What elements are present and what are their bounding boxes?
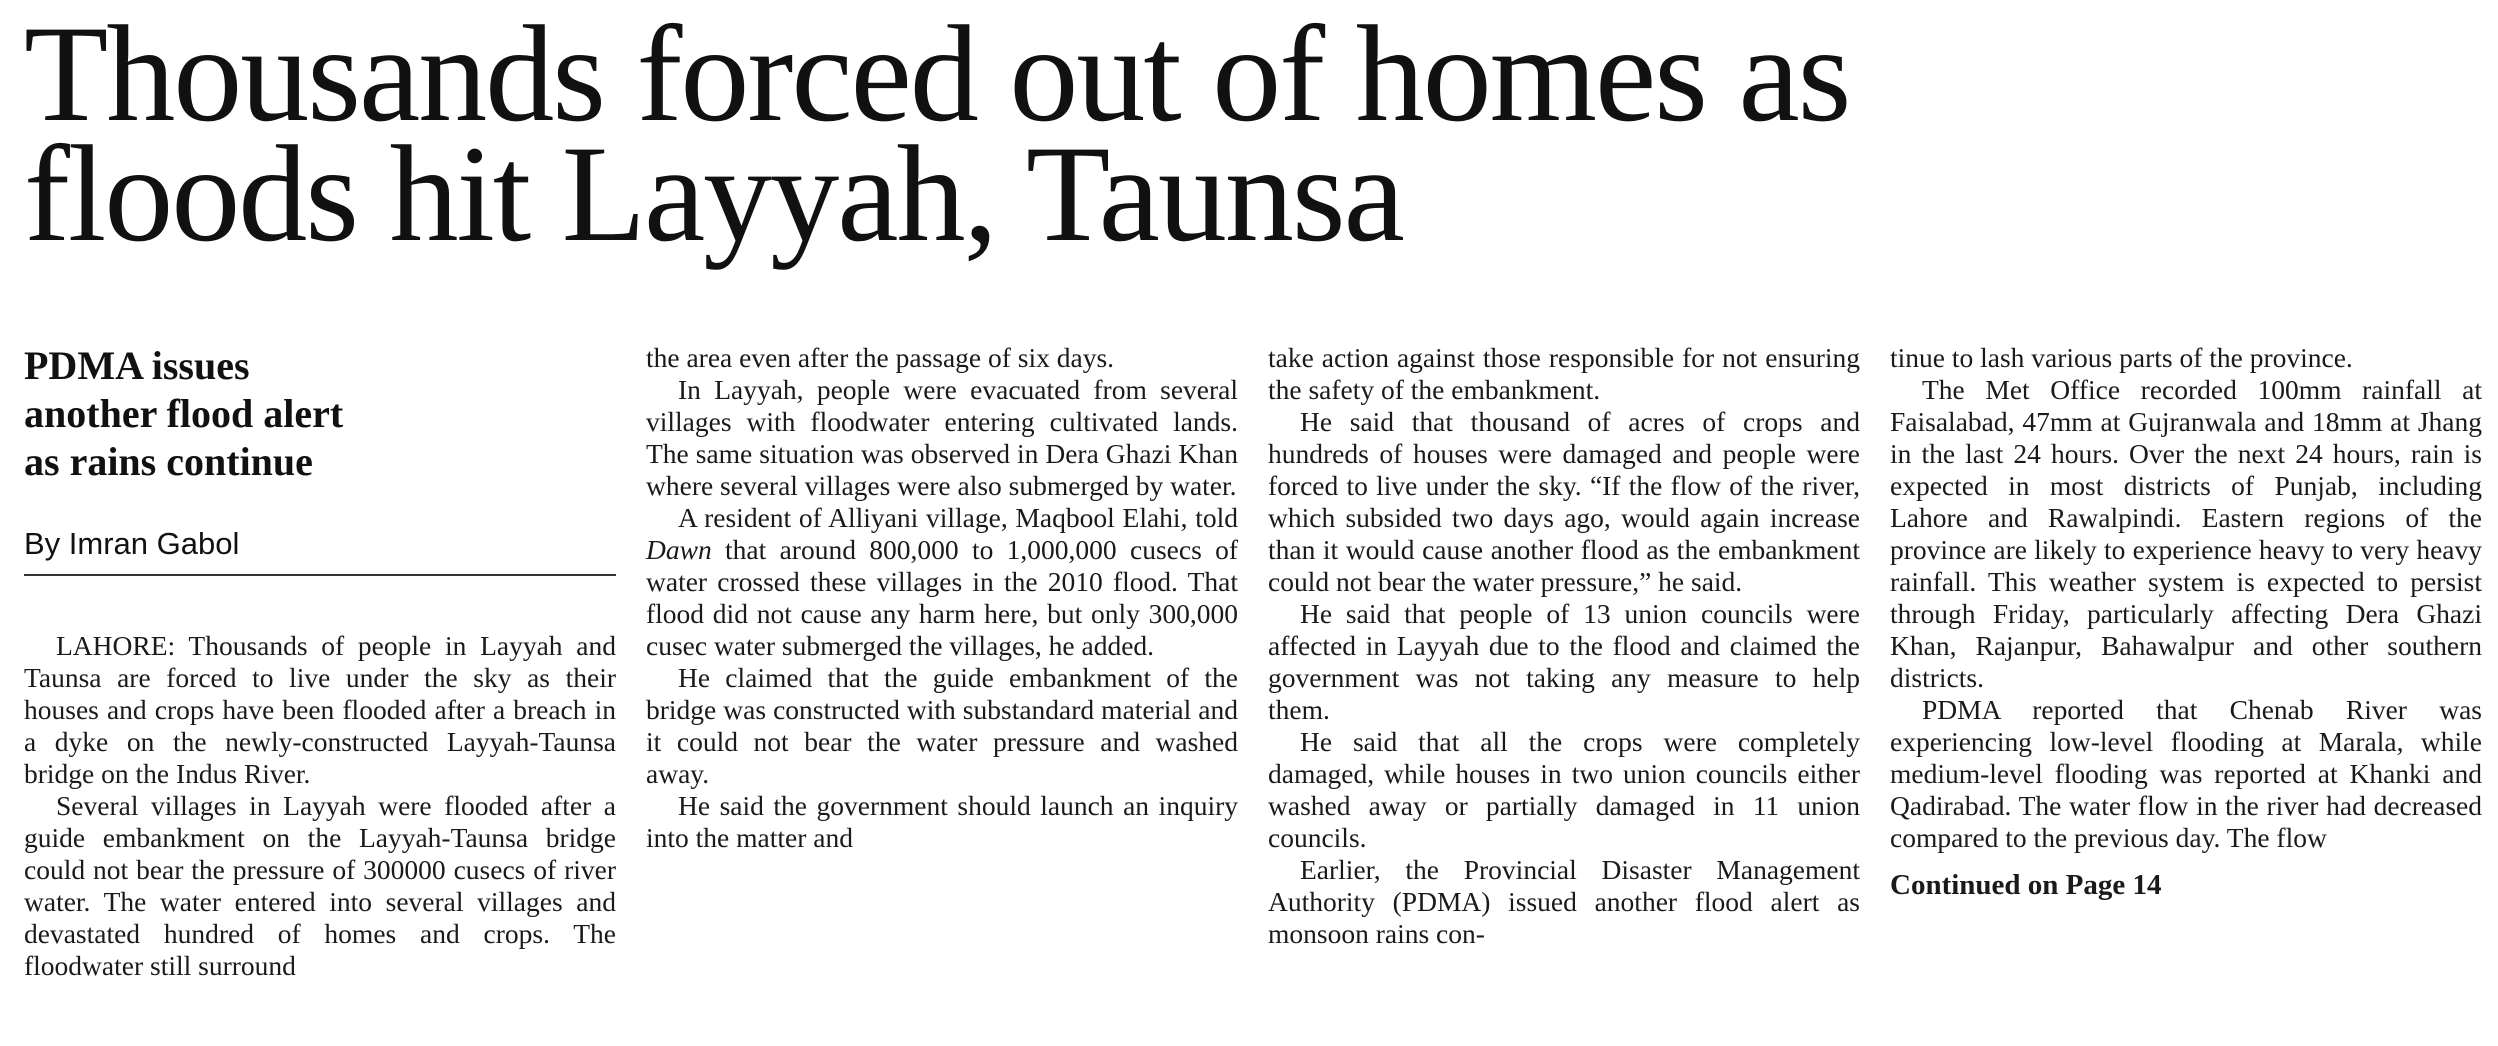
article-body-column-3 [1268,342,1860,950]
paragraph: tinue to lash various parts of the province. [1890,342,2353,373]
headline-line-2: floods hit Layyah, Taunsa [24,117,1403,270]
paragraph: He said that all the crops were completely damaged, while houses in two union councils either washed away or partially damaged in 11 union councils. [1268,726,1860,853]
column-4 [1890,342,2482,902]
column-2 [646,342,1238,854]
paragraph: Several villages in Layyah were flooded after a guide embankment on the Layyah-Taunsa bridge could not bear the pressure of 300000 cusecs of river water. The water entered into several villages and devastated hundred of homes and crops. The floodwater still surround [24,790,616,981]
paragraph: the area even after the passage of six days. [646,342,1115,373]
paragraph: He said that people of 13 union councils were affected in Layyah due to the flood and claimed the government was not taking any measure to help them. [1268,598,1860,725]
newspaper-name: Dawn [646,534,712,565]
subheadline-line-1: PDMA issues [24,343,250,388]
continued-on-page-link[interactable]: Continued on Page 14 [1890,869,2162,901]
paragraph-with-italic: A resident of Alliyani village, Maqbool Elahi, told Dawn that around 800,000 to 1,000,000 cusecs of water crossed these villages in the 2010 flood. That flood did not cause any harm here, but only 300,000 cusec water submerged the villages, he added. [646,502,1238,661]
paragraph: Earlier, the Provincial Disaster Management Authority (PDMA) issued another flood alert as monsoon rains con- [1268,854,1860,949]
paragraph: LAHORE: Thousands of people in Layyah and Taunsa are forced to live under the sky as their houses and crops have been flooded after a breach in a dyke on the newly-constructed Layyah-Taunsa bridge on the Indus River. [24,630,616,789]
headline-line-1: Thousands forced out of homes as [24,0,1850,150]
paragraph: PDMA reported that Chenab River was experiencing low-level flooding at Marala, while medium-level flooding was reported at Khanki and Qadirabad. The water flow in the river had decreased compared to the previous day. The flow [1890,694,2482,853]
byline: By Imran Gabol [24,526,616,576]
column-3 [1268,342,1860,950]
paragraph: take action against those responsible for not ensuring the safety of the embankment. [1268,342,1860,405]
subheadline-line-3: as rains continue [24,439,313,484]
subheadline [24,342,616,486]
paragraph: In Layyah, people were evacuated from several villages with floodwater entering cultivated lands. The same situation was observed in Dera Ghazi Khan where several villages were also submerged by water. [646,374,1238,501]
paragraph: He said the government should launch an inquiry into the matter and [646,790,1238,853]
column-1 [24,342,616,982]
subheadline-line-2: another flood alert [24,391,344,436]
paragraph: He claimed that the guide embankment of the bridge was constructed with substandard material and it could not bear the water pressure and washed away. [646,662,1238,789]
article-body-column-2 [646,342,1238,854]
paragraph: He said that thousand of acres of crops and hundreds of houses were damaged and people were forced to live under the sky. “If the flow of the river, which subsided two days ago, would again increase than it would cause another flood as the embankment could not bear the water pressure,” he said. [1268,406,1860,597]
paragraph: The Met Office recorded 100mm rainfall at Faisalabad, 47mm at Gujranwala and 18mm at Jhang in the last 24 hours. Over the next 24 hours, rain is expected in most districts of Punjab, including Lahore and Rawalpindi. Eastern regions of the province are likely to experience heavy to very heavy rainfall. This weather system is expected to persist through Friday, particularly affecting Dera Ghazi Khan, Rajanpur, Bahawalpur and other southern districts. [1890,374,2482,693]
headline [24,0,2464,270]
article-body-column-1 [24,630,616,982]
article-body-column-4 [1890,342,2482,854]
